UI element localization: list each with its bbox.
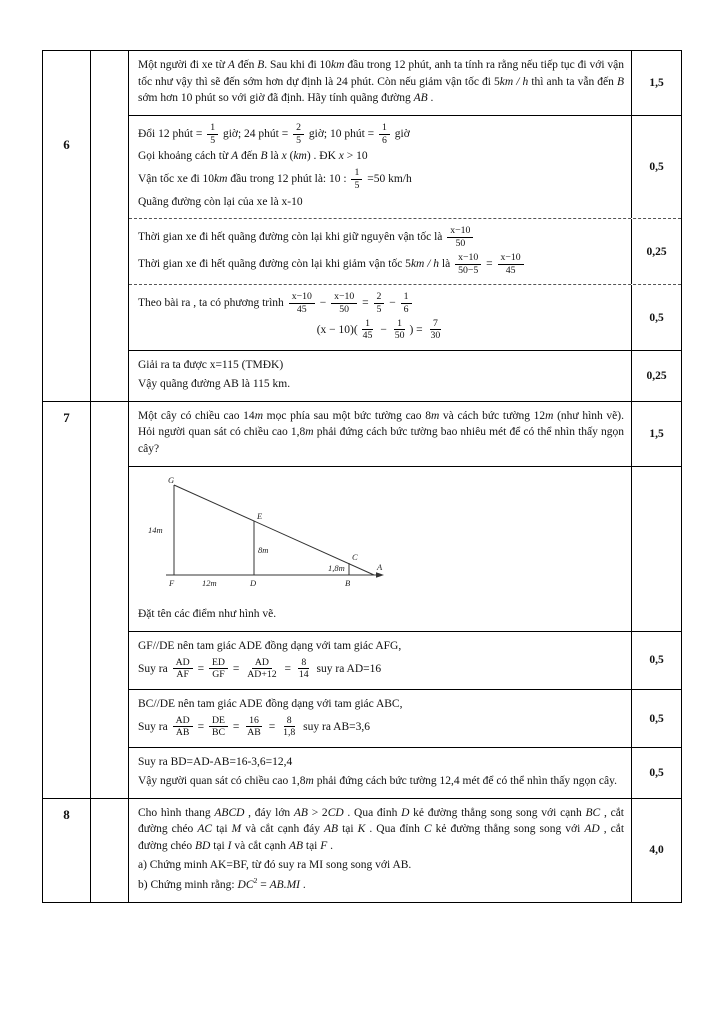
figure-label-F: F bbox=[169, 577, 175, 588]
q8-problem-text: Cho hình thang ABCD , đáy lớn AB > 2CD . Qua đỉnh D kẻ đường thẳng song song với cạnh BC , cắt đường chéo AC tại M và cắt cạnh đáy AB tại K . Qua đỉnh C kẻ đường thẳng song song với AD , cắt đường chéo BD tại I và cắt cạnh AB tại F . a) Chứng minh AK=BF, từ đó suy ra MI song song với AB. b) Chứng minh rằng: $DC^2 = AB.MI$ . bbox=[129, 799, 632, 902]
q6-step-1-row bbox=[129, 115, 681, 218]
q7-step-1-text: GF//DE nên tam giác ADE đồng dạng với tam giác AFG, Suy ra $\frac{AD}{AF}$ = $\frac{ED}{GF}$ = $\frac{AD}{AD+12}$ = $\frac{8}{14}$ suy ra AD=16 bbox=[129, 632, 632, 689]
question-7 bbox=[43, 401, 681, 798]
blank-column-cell-7 bbox=[91, 402, 129, 798]
q6-step-1-score: 0,5 bbox=[649, 161, 664, 174]
triangle-figure bbox=[138, 471, 624, 605]
q6-step-1-text: Đổi 12 phút = $\frac{1}{5}$ giờ; 24 phút = $\frac{2}{5}$ giờ; 10 phút = $\frac{1}{6}$ giờ Gọi khoảng cách từ A đến B là x (km) . ĐK x > 10 Vận tốc xe đi 10km đầu trong 12 phút là: 10 : $\frac{1}{5}$ =50 km/h Quãng đường còn lại của xe là x-10 bbox=[129, 116, 632, 218]
answer-key-table bbox=[42, 50, 682, 903]
q7-figure-row bbox=[129, 466, 681, 631]
q7-step-1-row bbox=[129, 631, 681, 689]
question-6-number: 6 bbox=[43, 51, 91, 401]
question-7-number: 7 bbox=[43, 402, 91, 798]
q7-step-3-text: Suy ra BD=AD-AB=16-3,6=12,4 Vậy người quan sát có chiều cao 1,8m phải đứng cách bức tường 12,4 mét để có thể nhìn thấy ngọn cây. bbox=[129, 748, 632, 797]
arrowhead bbox=[376, 572, 384, 578]
q8-problem-score: 4,0 bbox=[649, 844, 664, 857]
q7-figure-caption: Đặt tên các điểm như hình vẽ. bbox=[138, 608, 277, 621]
figure-label-E: E bbox=[257, 510, 263, 521]
q6-step-3-text: Theo bài ra , ta có phương trình $\frac{x-10}{45}$ − $\frac{x-10}{50}$ = $\frac{2}{5}$ − $\frac{1}{6}$ (x − 10)( $\frac{1}{45}$ − $\frac{1}{50}$ ) = $\frac{7}{30}$ bbox=[129, 285, 632, 350]
q6-step-3-row bbox=[129, 284, 681, 350]
question-6-rows bbox=[129, 51, 681, 401]
q6-problem-text: Một người đi xe từ A đến B. Sau khi đi 10km đầu trong 12 phút, anh ta tính ra rằng nếu tiếp tục đi với vận tốc như vậy thì sẽ đến sớm hơn dự định là 24 phút. Còn nếu giảm vận tốc đi 5km / h thì anh ta vẫn đến B sớm hơn 10 phút so với giờ đã định. Hãy tính quãng đường AB . bbox=[129, 51, 632, 115]
blank-column-cell-8 bbox=[91, 799, 129, 902]
question-8-rows bbox=[129, 799, 681, 902]
q8-problem-row bbox=[129, 799, 681, 902]
q7-problem-row bbox=[129, 402, 681, 466]
q6-problem-score: 1,5 bbox=[649, 77, 664, 89]
blank-column-cell-6 bbox=[91, 51, 129, 401]
figure-label-12m: 12m bbox=[202, 577, 217, 588]
figure-label-C: C bbox=[352, 551, 358, 562]
q6-step-4-text: Giải ra ta được x=115 (TMĐK) Vậy quãng đường AB là 115 km. bbox=[129, 351, 632, 400]
q7-problem-score: 1,5 bbox=[649, 427, 664, 440]
q7-step-2-text: BC//DE nên tam giác ADE đồng dạng với tam giác ABC, Suy ra $\frac{AD}{AB}$ = $\frac{DE}{BC}$ = $\frac{16}{AB}$ = $\frac{8}{1,8}$ suy ra AB=3,6 bbox=[129, 690, 632, 747]
q6-step-2-text: Thời gian xe đi hết quãng đường còn lại khi giữ nguyên vận tốc là $\frac{x-10}{50}$ Thời gian xe đi hết quãng đường còn lại khi giảm vận tốc 5km / h là $\frac{x-10}{50-5}$ = $\frac{x-10}{45}$ bbox=[129, 219, 632, 284]
q6-step-3-score: 0,5 bbox=[649, 311, 664, 324]
segment-GA-hypotenuse bbox=[174, 485, 374, 575]
question-7-rows bbox=[129, 402, 681, 798]
q7-step-1-score: 0,5 bbox=[649, 654, 664, 667]
q6-problem-row bbox=[129, 51, 681, 115]
q7-step-3-row bbox=[129, 747, 681, 797]
q6-step-4-score: 0,25 bbox=[646, 369, 667, 382]
q7-step-3-score: 0,5 bbox=[649, 766, 664, 779]
figure-label-G: G bbox=[168, 474, 175, 485]
q7-problem-text: Một cây có chiều cao 14m mọc phía sau một bức tường cao 8m và cách bức tường 12m (như hình vẽ). Hỏi người quan sát có chiều cao 1,8m phải đứng cách bức tường bao nhiêu mét để có thể nhìn thấy ngọn cây? bbox=[129, 402, 632, 466]
figure-label-8m: 8m bbox=[258, 544, 269, 555]
figure-label-B: B bbox=[345, 577, 351, 588]
triangle-figure-svg bbox=[144, 475, 394, 597]
q6-step-2-score: 0,25 bbox=[646, 245, 667, 258]
figure-label-14m: 14m bbox=[148, 524, 163, 535]
q7-step-2-score: 0,5 bbox=[649, 712, 664, 725]
q7-step-2-row bbox=[129, 689, 681, 747]
question-8-number: 8 bbox=[43, 799, 91, 902]
q7-figure-cell bbox=[129, 467, 632, 631]
q6-step-2-row bbox=[129, 218, 681, 284]
question-6 bbox=[43, 51, 681, 401]
figure-label-A: A bbox=[377, 561, 383, 572]
question-8 bbox=[43, 798, 681, 902]
figure-label-D: D bbox=[250, 577, 257, 588]
q7-figure-score bbox=[632, 467, 681, 631]
q6-step-4-row bbox=[129, 350, 681, 400]
figure-label-1-8m: 1,8m bbox=[328, 562, 345, 573]
